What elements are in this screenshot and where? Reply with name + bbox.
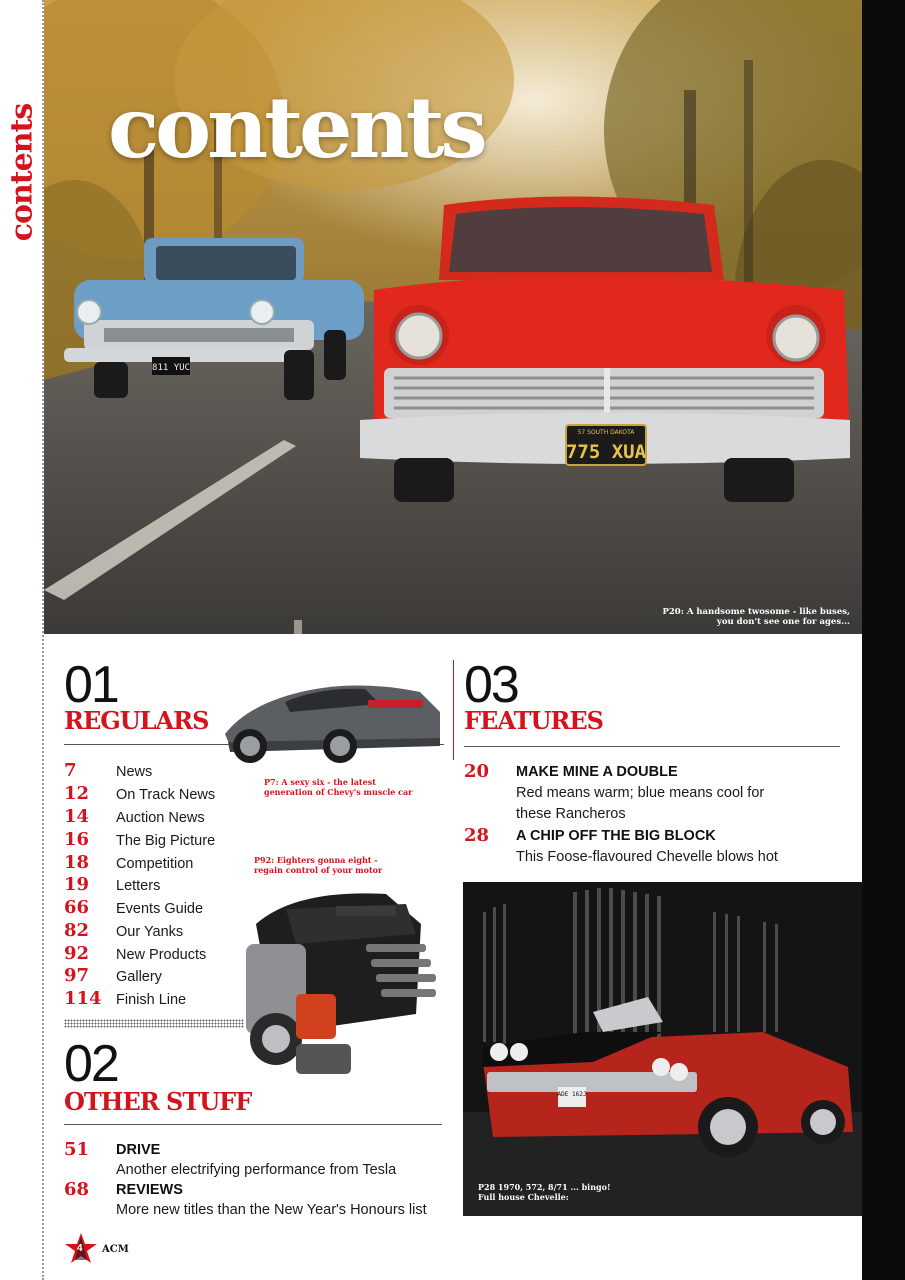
page-title: contents — [108, 78, 484, 177]
list-label: Letters — [116, 878, 161, 894]
list-page-number: 16 — [64, 829, 90, 850]
features-rule — [464, 746, 840, 747]
list-label: News — [116, 764, 153, 780]
list-page-number: 66 — [64, 897, 90, 918]
other-stuff-page-number: 68 — [64, 1179, 90, 1200]
dotted-divider — [64, 1019, 244, 1028]
hero-caption — [660, 607, 850, 627]
other-stuff-section-title: OTHER STUFF — [64, 1087, 252, 1116]
magazine-brand: ACM — [102, 1244, 129, 1255]
list-page-number: 19 — [64, 874, 90, 895]
features-section-title: FEATURES — [464, 706, 603, 735]
other-stuff-section-number: 02 — [64, 1035, 118, 1093]
list-page-number: 14 — [64, 806, 90, 827]
feature-description — [516, 783, 764, 825]
regulars-section-number: 01 — [64, 656, 118, 714]
page-number: 4 — [77, 1243, 83, 1254]
chevelle-photo — [463, 882, 862, 1216]
page-edge-bar — [862, 0, 905, 1280]
list-item[interactable] — [64, 783, 215, 805]
list-item[interactable] — [64, 920, 183, 942]
other-stuff-description: Another electrifying performance from Tesla — [116, 1162, 397, 1178]
hero-photo — [44, 0, 862, 634]
list-label: On Track News — [116, 787, 216, 803]
list-item[interactable] — [64, 965, 162, 987]
list-item[interactable] — [64, 829, 215, 851]
list-item[interactable] — [64, 943, 206, 965]
list-item[interactable] — [64, 806, 205, 828]
svg-text:811 YUC: 811 YUC — [152, 363, 190, 373]
list-item[interactable] — [64, 988, 186, 1010]
svg-text:57 SOUTH DAKOTA: 57 SOUTH DAKOTA — [577, 429, 635, 436]
list-item[interactable] — [64, 874, 160, 896]
caption-line: P92: Eighters gonna eight - — [254, 855, 378, 865]
list-page-number: 12 — [64, 783, 90, 804]
list-label: The Big Picture — [116, 833, 216, 849]
chevelle-caption — [478, 1182, 638, 1202]
list-item[interactable] — [64, 852, 193, 874]
svg-text:ADE 162J: ADE 162J — [557, 1091, 587, 1098]
caption-line: P7: A sexy six - the latest — [264, 777, 376, 787]
feature-description-line: Red means warm; blue means cool for — [516, 785, 765, 801]
caption-line: Full house Chevelle: — [478, 1192, 569, 1202]
regulars-section-title: REGULARS — [64, 706, 209, 735]
caption-line: P28 1970, 572, 8/71 ... bingo! — [478, 1182, 611, 1192]
list-label: Events Guide — [116, 901, 204, 917]
caption-line: regain control of your motor — [254, 865, 383, 875]
caption-line: generation of Chevy's muscle car — [264, 787, 413, 797]
list-label: Auction News — [116, 810, 205, 826]
feature-heading[interactable]: A CHIP OFF THE BIG BLOCK — [516, 828, 716, 844]
other-stuff-heading[interactable]: DRIVE — [116, 1142, 161, 1158]
list-page-number: 114 — [64, 988, 102, 1009]
column-divider — [453, 660, 454, 760]
svg-text:775 XUA: 775 XUA — [565, 441, 647, 463]
features-section-number: 03 — [464, 656, 518, 714]
list-page-number: 7 — [64, 760, 77, 781]
list-label: Our Yanks — [116, 924, 184, 940]
feature-description-line: these Rancheros — [516, 806, 626, 822]
feature-description: This Foose-flavoured Chevelle blows hot — [516, 849, 778, 865]
engine-image — [236, 884, 448, 1084]
list-label: Finish Line — [116, 992, 187, 1008]
other-stuff-rule — [64, 1124, 442, 1125]
feature-page-number: 28 — [464, 825, 490, 846]
camaro-caption — [264, 777, 412, 797]
feature-heading[interactable]: MAKE MINE A DOUBLE — [516, 764, 678, 780]
feature-page-number: 20 — [464, 761, 490, 782]
list-label: Competition — [116, 856, 194, 872]
list-label: New Products — [116, 947, 207, 963]
hero-caption-line: P20: A handsome twosome - like buses, — [662, 607, 850, 617]
camaro-image — [190, 672, 452, 772]
engine-caption — [254, 855, 382, 875]
list-page-number: 82 — [64, 920, 90, 941]
other-stuff-page-number: 51 — [64, 1139, 90, 1160]
hero-caption-line: you don't see one for ages... — [716, 617, 850, 627]
list-page-number: 18 — [64, 852, 90, 873]
other-stuff-description: More new titles than the New Year's Honours list — [116, 1202, 427, 1218]
list-page-number: 92 — [64, 943, 90, 964]
list-label: Gallery — [116, 969, 162, 985]
list-page-number: 97 — [64, 965, 90, 986]
side-section-label: contents — [4, 103, 40, 242]
chevelle-image — [463, 882, 862, 1216]
list-item[interactable] — [64, 760, 152, 782]
list-item[interactable] — [64, 897, 203, 919]
other-stuff-heading[interactable]: REVIEWS — [116, 1182, 183, 1198]
